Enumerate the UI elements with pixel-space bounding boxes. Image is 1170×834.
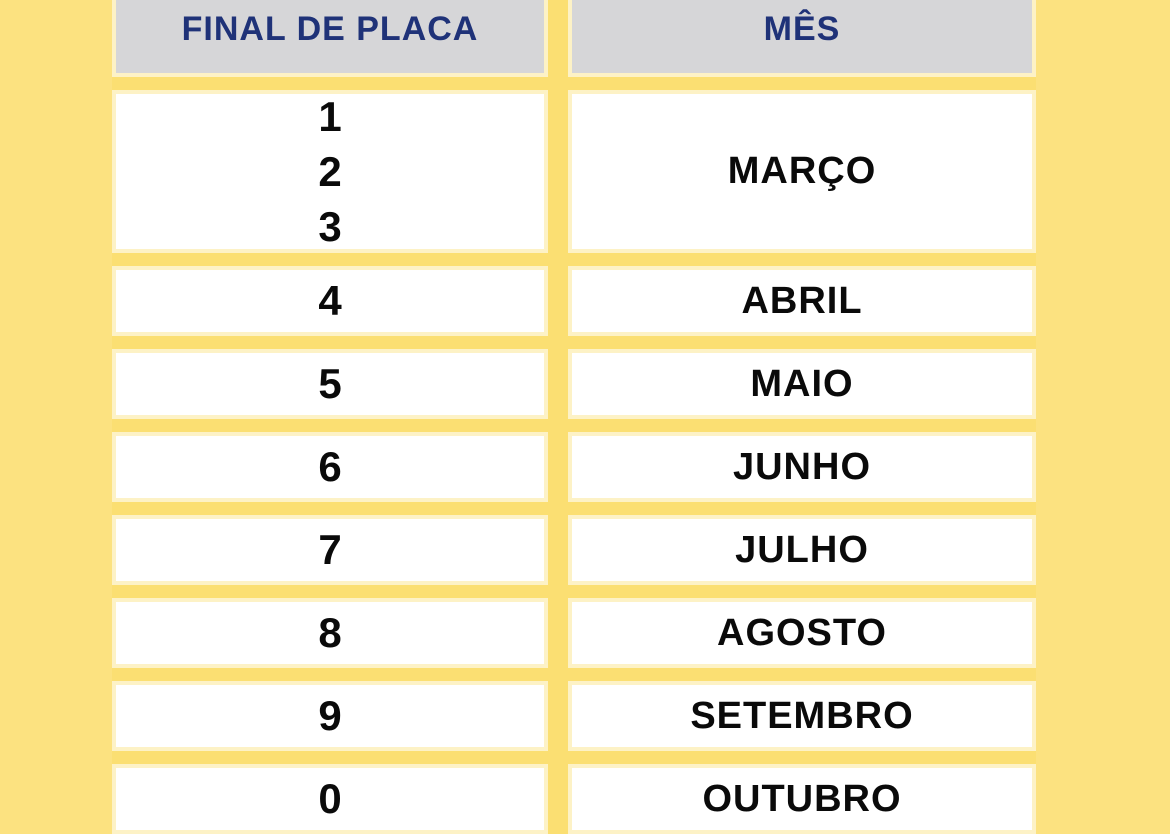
month-cell-setembro: SETEMBRO xyxy=(568,681,1036,751)
plate-endings-cell-agosto: 8 xyxy=(112,598,548,668)
plate-digit-stack xyxy=(318,89,341,254)
month-cell-maio: MAIO xyxy=(568,349,1036,419)
plate-endings-cell-outubro: 0 xyxy=(112,764,548,834)
plate-endings-cell-julho: 7 xyxy=(112,515,548,585)
month-cell-agosto: AGOSTO xyxy=(568,598,1036,668)
plate-endings-cell-marco xyxy=(112,90,548,253)
plate-digit: 2 xyxy=(318,148,342,195)
plate-endings-cell-maio: 5 xyxy=(112,349,548,419)
month-cell-outubro: OUTUBRO xyxy=(568,764,1036,834)
plate-digit: 3 xyxy=(318,203,342,250)
header-cell-mes: MÊS xyxy=(568,0,1036,77)
month-cell-abril: ABRIL xyxy=(568,266,1036,336)
licensing-schedule-table xyxy=(112,0,1036,834)
plate-endings-cell-junho: 6 xyxy=(112,432,548,502)
month-cell-marco: MARÇO xyxy=(568,90,1036,253)
month-cell-julho: JULHO xyxy=(568,515,1036,585)
plate-endings-cell-abril: 4 xyxy=(112,266,548,336)
plate-endings-cell-setembro: 9 xyxy=(112,681,548,751)
month-cell-junho: JUNHO xyxy=(568,432,1036,502)
header-cell-final-de-placa: FINAL DE PLACA xyxy=(112,0,548,77)
plate-digit: 1 xyxy=(318,93,342,140)
